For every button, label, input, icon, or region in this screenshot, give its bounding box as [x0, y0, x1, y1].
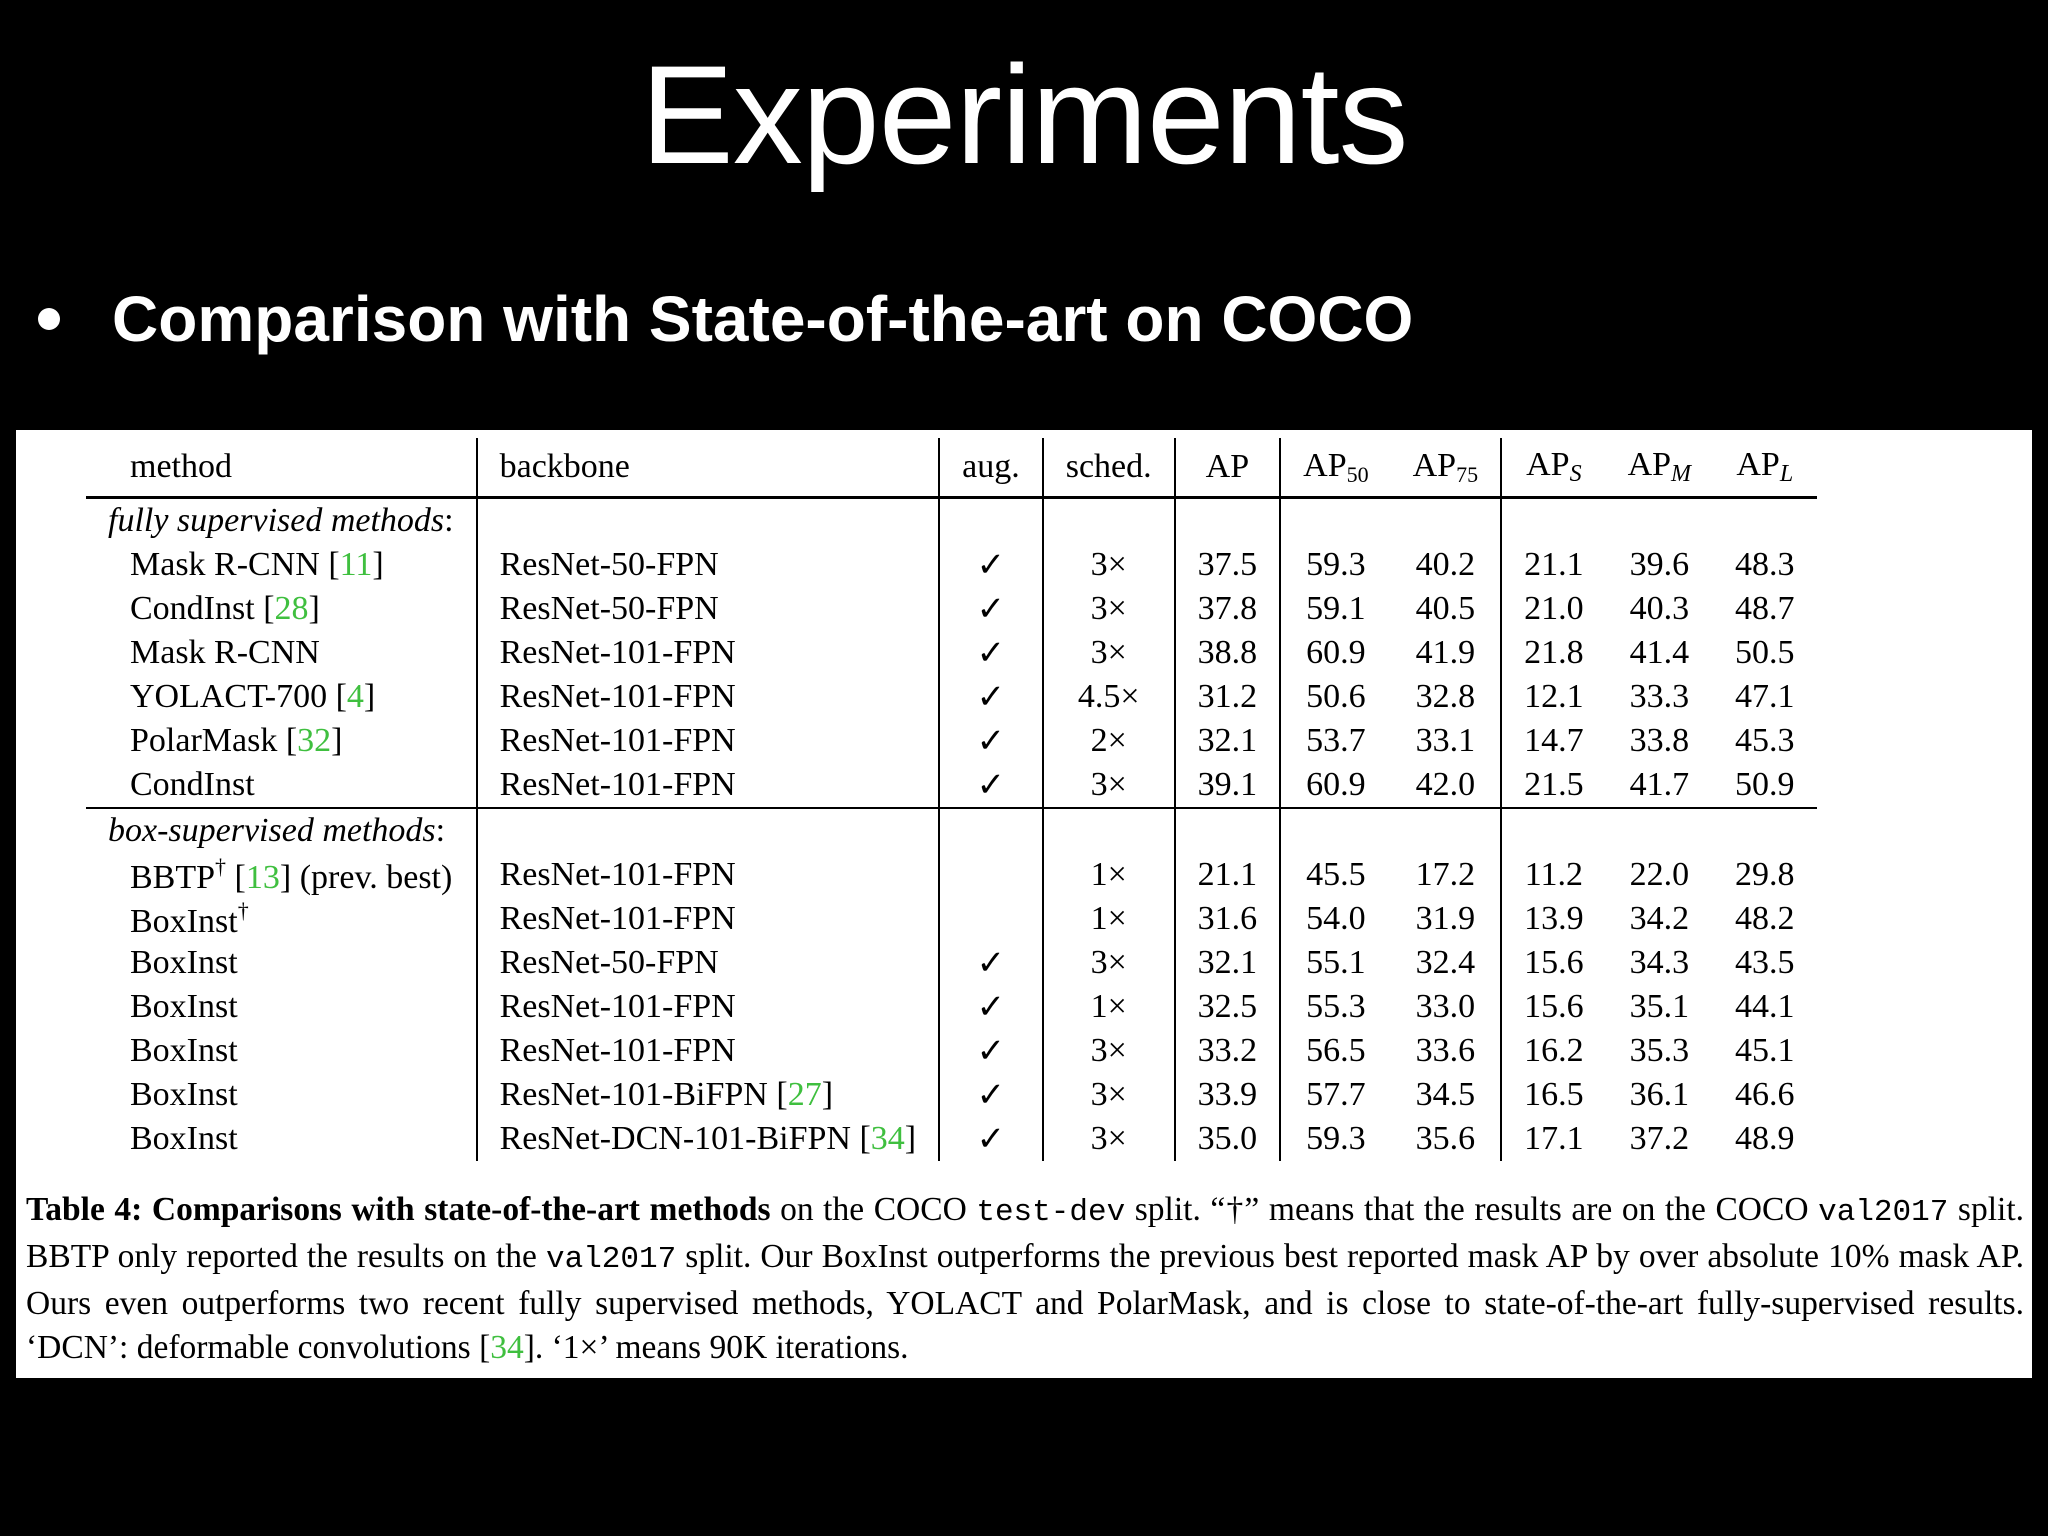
backbone-name: ResNet-101-FPN	[499, 634, 736, 671]
cell-sched: 1×	[1043, 897, 1175, 941]
cell-backbone	[477, 631, 940, 675]
cell-sched: 1×	[1043, 853, 1175, 897]
cell-apl: 48.3	[1735, 546, 1795, 583]
table-row	[86, 1117, 1817, 1161]
cell-aps: 17.1	[1501, 1117, 1606, 1161]
cell-aps: 16.5	[1501, 1073, 1606, 1117]
header-ap50	[1280, 438, 1390, 498]
cell-aps: 15.6	[1501, 941, 1606, 985]
backbone-name: ResNet-101-BiFPN	[499, 1076, 777, 1113]
cell-apl: 50.9	[1735, 766, 1795, 803]
cell-ap50: 50.6	[1280, 675, 1390, 719]
backbone-name: ResNet-50-FPN	[499, 590, 719, 627]
section-header-row	[86, 808, 1817, 853]
apl-sub: L	[1779, 461, 1794, 487]
cell-aps: 14.7	[1501, 719, 1606, 763]
table-row	[86, 587, 1817, 631]
cell-ap: 33.2	[1175, 1029, 1281, 1073]
cell-apm: 39.6	[1629, 546, 1690, 583]
cell-aps: 21.8	[1501, 631, 1606, 675]
cell-ap75: 40.5	[1415, 590, 1476, 627]
cell-sched: 3×	[1043, 1073, 1175, 1117]
cell-ap50: 56.5	[1280, 1029, 1390, 1073]
cell-ap50: 59.3	[1280, 1117, 1390, 1161]
caption-text: split. “†” means that the results are on the COCO	[1125, 1191, 1819, 1228]
backbone-name: ResNet-50-FPN	[499, 944, 719, 981]
cell-apm: 36.1	[1629, 1076, 1690, 1113]
cell-apm: 33.8	[1629, 722, 1690, 759]
cell-backbone	[477, 763, 940, 808]
cell-apm: 35.3	[1629, 1032, 1690, 1069]
citation-link[interactable]: 11	[339, 546, 373, 583]
ap-base: AP	[1736, 446, 1780, 483]
cell-ap50: 55.1	[1280, 941, 1390, 985]
cell-ap50: 60.9	[1280, 763, 1390, 808]
method-name: YOLACT-700	[130, 678, 336, 715]
cell-aps: 11.2	[1501, 853, 1606, 897]
cell-method: CondInst [28]	[130, 590, 320, 627]
bullet-text: Comparison with State-of-the-art on COCO	[112, 283, 1414, 355]
cell-aps: 21.1	[1501, 543, 1606, 587]
caption-text: on the COCO	[770, 1191, 977, 1228]
cell-aps: 13.9	[1501, 897, 1606, 941]
cell-sched: 4.5×	[1043, 675, 1175, 719]
cell-method	[86, 941, 477, 985]
cell-backbone: ResNet-DCN-101-BiFPN [34]	[477, 1117, 940, 1161]
cell-aps: 16.2	[1501, 1029, 1606, 1073]
section-label-text: fully supervised methods	[108, 502, 445, 539]
backbone-name: ResNet-101-FPN	[499, 1032, 736, 1069]
cell-method: Mask R-CNN [11]	[130, 546, 384, 583]
cell-method	[86, 897, 477, 941]
bullet-item	[38, 282, 1413, 356]
citation-link[interactable]: 27	[787, 1076, 822, 1113]
cell-ap75: 42.0	[1415, 766, 1476, 803]
cell-sched: 3×	[1043, 763, 1175, 808]
cell-ap75: 32.4	[1415, 944, 1476, 981]
cell-sched: 3×	[1043, 543, 1175, 587]
cell-backbone	[477, 543, 940, 587]
caption-citation[interactable]: 34	[490, 1329, 524, 1366]
cell-ap50: 55.3	[1280, 985, 1390, 1029]
cell-sched: 3×	[1043, 631, 1175, 675]
header-ap75	[1391, 438, 1501, 498]
cell-aug: ✓	[939, 941, 1043, 985]
table-row	[86, 941, 1817, 985]
cell-ap50: 60.9	[1280, 631, 1390, 675]
backbone-name: ResNet-101-FPN	[499, 988, 736, 1025]
cell-aug: ✓	[939, 587, 1043, 631]
cell-method	[86, 985, 477, 1029]
ap75-sub: 75	[1456, 461, 1479, 487]
cell-ap50: 54.0	[1280, 897, 1390, 941]
cell-ap50: 53.7	[1280, 719, 1390, 763]
backbone-name: ResNet-101-FPN	[499, 856, 736, 893]
ap-base: AP	[1627, 446, 1672, 483]
backbone-name: ResNet-DCN-101-BiFPN	[499, 1120, 860, 1157]
method-name: BoxInst	[130, 902, 238, 940]
cell-ap50: 57.7	[1280, 1073, 1390, 1117]
citation-link[interactable]: 34	[870, 1120, 905, 1157]
cell-ap: 32.1	[1175, 941, 1281, 985]
backbone-name: ResNet-101-FPN	[499, 766, 736, 803]
header-apl	[1713, 438, 1817, 498]
cell-ap50: 45.5	[1280, 853, 1390, 897]
cell-aps: 15.6	[1501, 985, 1606, 1029]
cell-ap: 31.6	[1175, 897, 1281, 941]
cell-aug: ✓	[939, 1073, 1043, 1117]
cell-apl: 46.6	[1735, 1076, 1795, 1113]
cell-ap: 31.2	[1175, 675, 1281, 719]
cell-ap75: 33.6	[1415, 1032, 1476, 1069]
cell-method: YOLACT-700 [4]	[130, 678, 376, 715]
cell-backbone	[477, 719, 940, 763]
method-name: BoxInst	[130, 1032, 238, 1069]
header-method: method	[86, 438, 477, 498]
method-suffix: (prev. best)	[291, 858, 453, 896]
cell-ap: 37.8	[1175, 587, 1281, 631]
header-aug: aug.	[939, 438, 1043, 498]
cell-apm: 34.3	[1629, 944, 1690, 981]
caption-code: test-dev	[976, 1195, 1126, 1230]
cell-apl: 48.9	[1735, 1120, 1795, 1157]
cell-aps: 21.5	[1501, 763, 1606, 808]
cell-ap: 37.5	[1175, 543, 1281, 587]
caption-bold-phrase: Comparisons with state-of-the-art methods	[151, 1191, 771, 1228]
cell-apm: 22.0	[1629, 856, 1690, 893]
method-name: CondInst	[130, 590, 264, 627]
cell-apl: 43.5	[1735, 944, 1795, 981]
backbone-name: ResNet-101-FPN	[499, 678, 736, 715]
cell-aug: ✓	[939, 675, 1043, 719]
citation-link[interactable]: 32	[297, 722, 332, 759]
cell-apl: 50.5	[1735, 634, 1795, 671]
cell-backbone: ResNet-101-BiFPN [27]	[477, 1073, 940, 1117]
slide-title: Experiments	[640, 36, 1408, 193]
ap50-sub: 50	[1346, 461, 1369, 487]
table-body	[86, 498, 1817, 1162]
table-header-row	[86, 438, 1817, 498]
cell-ap: 33.9	[1175, 1073, 1281, 1117]
dagger-mark: †	[215, 853, 227, 879]
cell-ap50: 59.3	[1280, 543, 1390, 587]
caption-text: . ‘1×’ means 90K iterations.	[534, 1329, 909, 1366]
cell-apm: 34.2	[1629, 900, 1690, 937]
table-row	[86, 675, 1817, 719]
cell-ap: 38.8	[1175, 631, 1281, 675]
ap-base: AP	[1526, 446, 1570, 483]
cell-apl: 29.8	[1735, 856, 1795, 893]
cell-method	[86, 1073, 477, 1117]
ap-base: AP	[1412, 446, 1457, 484]
results-table	[86, 438, 1817, 1161]
cell-backbone	[477, 587, 940, 631]
cell-ap: 35.0	[1175, 1117, 1281, 1161]
table-row	[86, 763, 1817, 808]
cell-apm: 40.3	[1629, 590, 1690, 627]
cell-aug: ✓	[939, 1029, 1043, 1073]
section-label-text: box-supervised methods	[108, 812, 436, 849]
method-name: Mask R-CNN	[130, 634, 320, 671]
cell-aps: 12.1	[1501, 675, 1606, 719]
cell-apl: 45.3	[1735, 722, 1795, 759]
cell-sched: 3×	[1043, 941, 1175, 985]
cell-ap75: 33.1	[1415, 722, 1476, 759]
table-row	[86, 897, 1817, 941]
cell-ap75: 40.2	[1415, 546, 1476, 583]
cell-ap: 32.5	[1175, 985, 1281, 1029]
cell-ap75: 34.5	[1415, 1076, 1476, 1113]
cell-aug: ✓	[939, 985, 1043, 1029]
cell-aug: ✓	[939, 719, 1043, 763]
cell-apm: 41.4	[1629, 634, 1690, 671]
table-row	[86, 719, 1817, 763]
cell-sched: 2×	[1043, 719, 1175, 763]
method-name: BBTP	[130, 858, 216, 896]
cell-backbone	[477, 897, 940, 941]
cell-backbone	[477, 675, 940, 719]
cell-aug	[939, 853, 1043, 897]
cell-ap50: 59.1	[1280, 587, 1390, 631]
table-row	[86, 985, 1817, 1029]
table-caption: Table 4: Comparisons with state-of-the-art methods on the COCO test-dev split. “†” means that the results are on the COCO val2017 split. BBTP only reported the results on the val2017 split. Our BoxInst outperforms the previous best reported mask AP by over absolute 10% mask AP. Ours even outperforms two recent fully supervised methods, YOLACT and PolarMask, and is close to state-of-the-art fully-supervised results. ‘DCN’: deformable convolutions [34]. ‘1×’ means 90K iterations.	[26, 1191, 2025, 1366]
table-row	[86, 631, 1817, 675]
method-name: BoxInst	[130, 1120, 238, 1157]
method-name: BoxInst	[130, 944, 238, 981]
cell-aug: ✓	[939, 631, 1043, 675]
backbone-name: ResNet-101-FPN	[499, 900, 736, 937]
table-panel	[16, 430, 2032, 1378]
cell-ap75: 17.2	[1415, 856, 1476, 893]
cell-apm: 37.2	[1629, 1120, 1690, 1157]
cell-ap75: 33.0	[1415, 988, 1476, 1025]
header-backbone: backbone	[477, 438, 940, 498]
apm-sub: M	[1671, 461, 1692, 487]
cell-sched: 3×	[1043, 1029, 1175, 1073]
cell-method	[86, 763, 477, 808]
caption-text: split. Our BoxInst outperforms the previous best reported mask AP by over absolute 10% mask AP. Ours even outperforms two recent fully supervised methods, YOLACT and PolarMask, and is close to state-of-the-art fully-supervised results. ‘DCN’: deformable convolutions	[26, 1238, 2024, 1366]
table-row	[86, 1029, 1817, 1073]
method-name: BoxInst	[130, 1076, 238, 1113]
cell-aug: ✓	[939, 1117, 1043, 1161]
header-aps	[1501, 438, 1606, 498]
cell-sched: 3×	[1043, 587, 1175, 631]
method-name: Mask R-CNN	[130, 546, 329, 583]
header-ap: AP	[1175, 438, 1281, 498]
cell-ap: 21.1	[1175, 853, 1281, 897]
cell-apm: 41.7	[1629, 766, 1690, 803]
table-row	[86, 853, 1817, 897]
backbone-name: ResNet-101-FPN	[499, 722, 736, 759]
cell-method	[86, 1117, 477, 1161]
table-row	[86, 1073, 1817, 1117]
cell-aug	[939, 897, 1043, 941]
citation-link[interactable]: 28	[274, 590, 309, 627]
cell-ap: 32.1	[1175, 719, 1281, 763]
cell-apl: 44.1	[1735, 988, 1795, 1025]
section-header-row	[86, 498, 1817, 544]
section-label: box-supervised methods:	[86, 808, 477, 853]
dagger-mark: †	[237, 897, 249, 923]
citation-link[interactable]: 4	[346, 678, 364, 715]
cell-apl: 48.2	[1735, 900, 1795, 937]
cell-ap75: 41.9	[1415, 634, 1476, 671]
method-name: CondInst	[130, 766, 255, 803]
aps-sub: S	[1569, 461, 1582, 487]
cell-method	[86, 631, 477, 675]
caption-code: val2017	[545, 1242, 677, 1277]
method-name: BoxInst	[130, 988, 238, 1025]
cell-apl: 48.7	[1735, 590, 1795, 627]
cell-aps: 21.0	[1501, 587, 1606, 631]
method-name: PolarMask	[130, 722, 286, 759]
cell-method: PolarMask [32]	[130, 722, 343, 759]
caption-label: Table 4:	[26, 1191, 143, 1228]
table-row	[86, 543, 1817, 587]
cell-ap: 39.1	[1175, 763, 1281, 808]
cell-backbone	[477, 853, 940, 897]
cell-ap75: 32.8	[1415, 678, 1476, 715]
ap-base: AP	[1303, 446, 1347, 484]
cell-aug: ✓	[939, 763, 1043, 808]
section-label: fully supervised methods:	[108, 502, 454, 539]
cell-apl: 45.1	[1735, 1032, 1795, 1069]
cell-apl: 47.1	[1735, 678, 1795, 715]
header-apm	[1606, 438, 1713, 498]
cell-backbone	[477, 1029, 940, 1073]
cell-aug: ✓	[939, 543, 1043, 587]
cell-ap75: 35.6	[1415, 1120, 1476, 1157]
cell-method: BBTP† [13] (prev. best)	[130, 853, 453, 896]
cell-backbone	[477, 985, 940, 1029]
bullet-dot-icon	[38, 308, 60, 330]
caption-text: split. BBTP only reported the results on the	[26, 1191, 2025, 1275]
cell-apm: 35.1	[1629, 988, 1690, 1025]
header-sched: sched.	[1043, 438, 1175, 498]
cell-method	[86, 1029, 477, 1073]
cell-ap75: 31.9	[1415, 900, 1476, 937]
caption-code: val2017	[1818, 1195, 1949, 1230]
cell-sched: 1×	[1043, 985, 1175, 1029]
backbone-name: ResNet-50-FPN	[499, 546, 719, 583]
cell-sched: 3×	[1043, 1117, 1175, 1161]
citation-link[interactable]: 13	[245, 858, 280, 896]
cell-backbone	[477, 941, 940, 985]
cell-apm: 33.3	[1629, 678, 1690, 715]
